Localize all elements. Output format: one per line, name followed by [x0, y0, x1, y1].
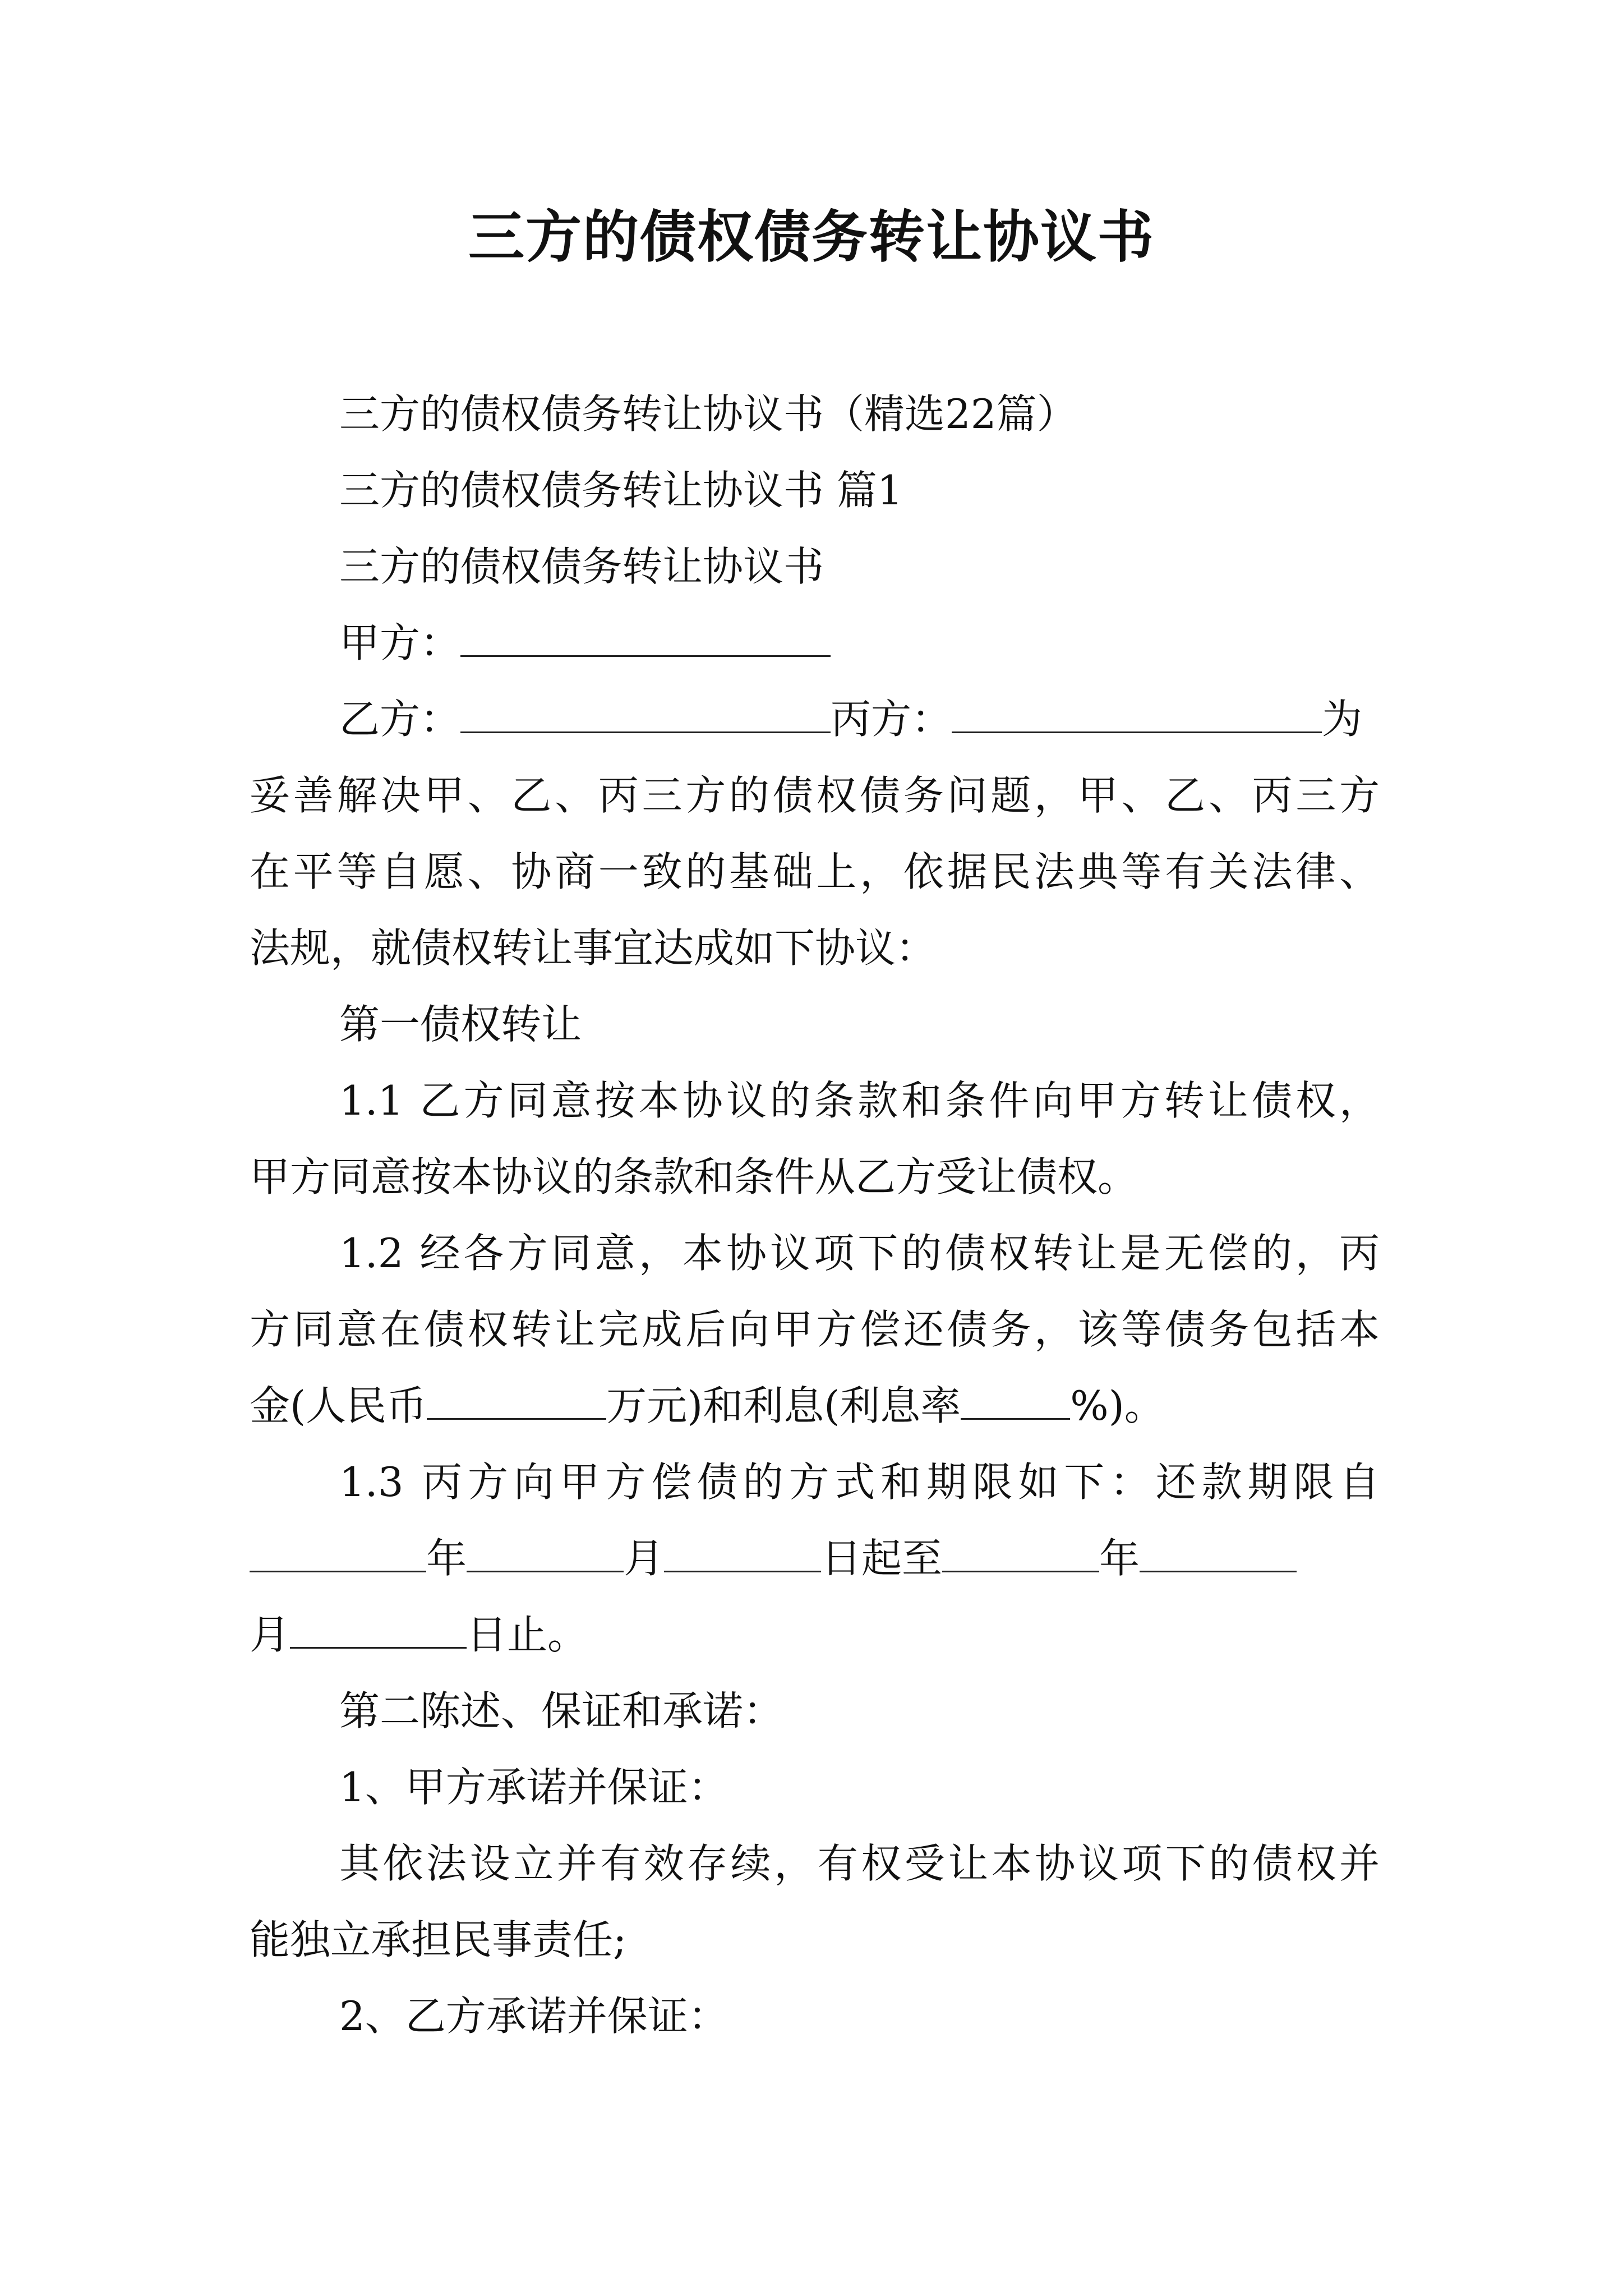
- purpose-line: 在平等自愿、协商一致的基础上，依据民法典等有关法律、: [250, 848, 1380, 895]
- article-title: 三方的债权债务转让协议书: [339, 543, 824, 590]
- interest-suffix: %)。: [1070, 1382, 1165, 1429]
- section-1-title: 第一债权转让: [339, 1001, 582, 1048]
- start-year-blank[interactable]: [250, 1534, 426, 1572]
- clause-1-2-line: 方同意在债权转让完成后向甲方偿还债务，该等债务包括本: [250, 1306, 1380, 1353]
- repayment-date-line: [250, 1607, 588, 1663]
- purpose-line: 妥善解决甲、乙、丙三方的债权债务问题，甲、乙、丙三方: [250, 772, 1380, 819]
- repayment-date-line: [250, 1530, 1297, 1586]
- party-a-line: [339, 615, 831, 671]
- document-title: 三方的债权债务转让协议书: [468, 204, 1155, 270]
- section-2-title: 第二陈述、保证和承诺：: [339, 1687, 784, 1734]
- party-c-blank[interactable]: [952, 694, 1322, 733]
- clause-1-2-line: 1.2 经各方同意，本协议项下的债权转让是无偿的，丙: [339, 1230, 1380, 1277]
- party-c-label: 丙方：: [831, 696, 952, 743]
- day-to-label: 日止。: [467, 1611, 588, 1658]
- item-a-body-line: 其依法设立并有效存续，有权受让本协议项下的债权并: [339, 1840, 1380, 1887]
- item-b-title: 2、乙方承诺并保证：: [339, 1993, 728, 2040]
- year-label: 年: [426, 1535, 467, 1582]
- clause-1-2-amount-line: [250, 1378, 1165, 1434]
- clause-1-3-line: 1.3 丙方向甲方偿债的方式和期限如下：还款期限自: [339, 1458, 1380, 1506]
- end-day-blank[interactable]: [290, 1610, 467, 1649]
- clause-1-1-line: 1.1 乙方同意按本协议的条款和条件向甲方转让债权，: [339, 1077, 1380, 1124]
- interest-rate-blank[interactable]: [961, 1381, 1070, 1420]
- party-bc-line: [339, 691, 1362, 747]
- amount-prefix: 金(人民币: [250, 1382, 427, 1429]
- start-month-blank[interactable]: [467, 1534, 624, 1572]
- interest-prefix: 万元)和利息(利息率: [606, 1382, 961, 1429]
- subtitle: 三方的债权债务转让协议书（精选22篇）: [339, 390, 1077, 438]
- clause-1-1-line: 甲方同意按本协议的条款和条件从乙方受让债权。: [250, 1153, 1138, 1200]
- start-day-blank[interactable]: [664, 1534, 821, 1572]
- party-b-label: 乙方：: [339, 696, 461, 743]
- end-month-blank[interactable]: [1140, 1534, 1297, 1572]
- day-from-label: 日起至: [821, 1535, 943, 1582]
- item-a-body-line: 能独立承担民事责任;: [250, 1916, 627, 1963]
- article-heading: 三方的债权债务转让协议书 篇1: [339, 467, 903, 514]
- party-a-label: 甲方：: [339, 619, 461, 666]
- item-a-title: 1、甲方承诺并保证：: [339, 1764, 728, 1811]
- purpose-line: 法规，就债权转让事宜达成如下协议：: [250, 924, 937, 972]
- party-b-blank[interactable]: [460, 694, 831, 733]
- principal-blank[interactable]: [427, 1381, 606, 1420]
- end-year-blank[interactable]: [942, 1534, 1099, 1572]
- party-a-blank[interactable]: [460, 618, 831, 657]
- purpose-lead: 为: [1322, 696, 1363, 743]
- year-label: 年: [1099, 1535, 1140, 1582]
- month-label: 月: [624, 1535, 665, 1582]
- month-label: 月: [250, 1611, 291, 1658]
